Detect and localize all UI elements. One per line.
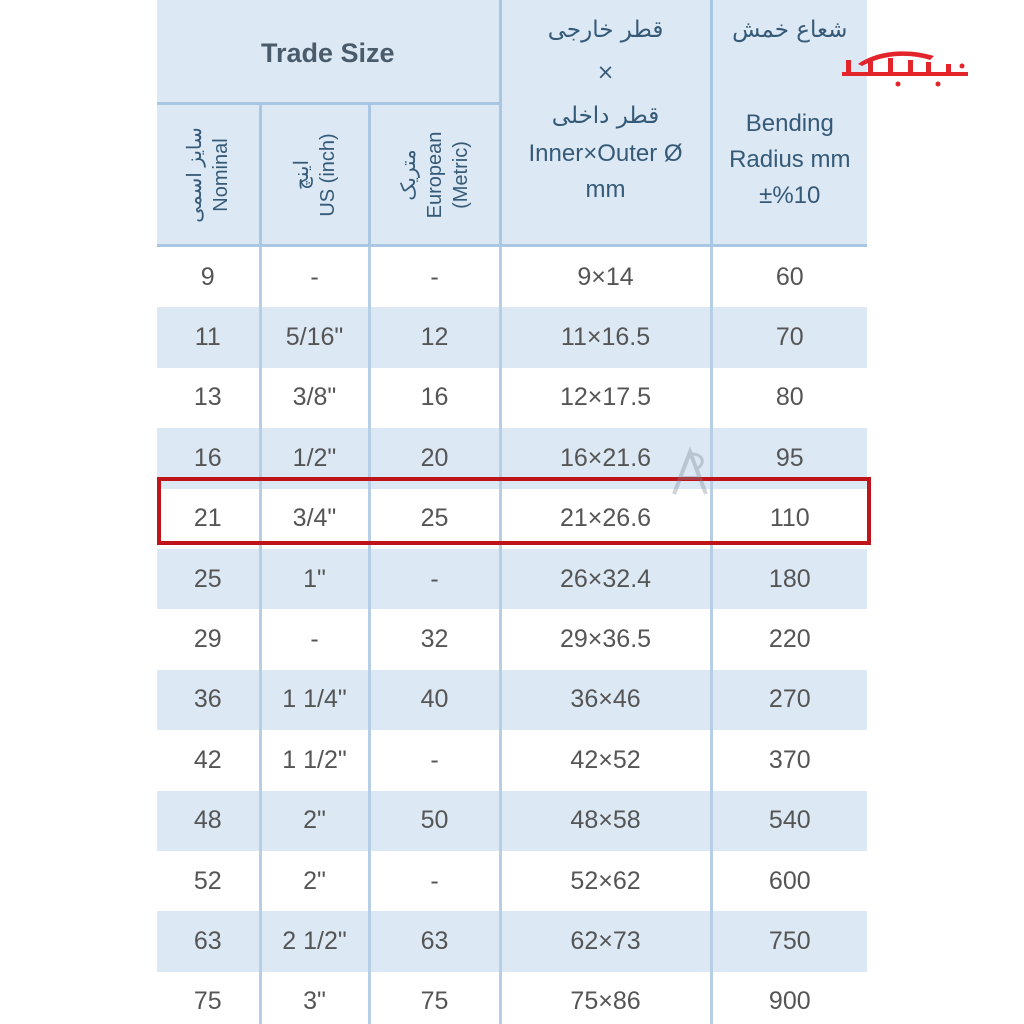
tolerance-label: ±%10 bbox=[759, 182, 821, 209]
bending-radius-header bbox=[711, 0, 867, 246]
diameter-cell: 21×26.6 bbox=[500, 489, 711, 549]
table-row bbox=[157, 246, 867, 308]
european-cell: 40 bbox=[369, 670, 500, 730]
table-row bbox=[157, 730, 867, 790]
table-row bbox=[157, 791, 867, 851]
table-row bbox=[157, 911, 867, 971]
european-cell: 20 bbox=[369, 428, 500, 488]
european-cell: 63 bbox=[369, 911, 500, 971]
nominal-cell: 25 bbox=[157, 549, 260, 609]
eu-fa-label: متریک bbox=[397, 148, 420, 201]
diameter-cell: 16×21.6 bbox=[500, 428, 711, 488]
european-cell: - bbox=[369, 246, 500, 308]
us-inch-cell: 3" bbox=[260, 972, 369, 1024]
table-row bbox=[157, 670, 867, 730]
trade-size-header: Trade Size bbox=[157, 0, 500, 104]
nominal-cell: 52 bbox=[157, 851, 260, 911]
bending-radius-cell: 180 bbox=[711, 549, 867, 609]
bending-radius-cell: 540 bbox=[711, 791, 867, 851]
eu-en-label: European bbox=[423, 131, 446, 218]
diameter-en-label: Inner×Outer Ø bbox=[528, 140, 683, 167]
nominal-cell: 11 bbox=[157, 307, 260, 367]
us-inch-cell: 1/2" bbox=[260, 428, 369, 488]
diameter-header bbox=[500, 0, 711, 246]
nominal-fa-label: سایز اسمی bbox=[183, 126, 206, 223]
european-cell: - bbox=[369, 851, 500, 911]
ana-electric-logo bbox=[838, 46, 978, 96]
diameter-cell: 48×58 bbox=[500, 791, 711, 851]
us-inch-cell: 2" bbox=[260, 791, 369, 851]
us-fa-label: اینچ bbox=[290, 159, 313, 190]
diameter-cell: 62×73 bbox=[500, 911, 711, 971]
diameter-cell: 26×32.4 bbox=[500, 549, 711, 609]
watermark-icon bbox=[668, 444, 714, 502]
diameter-cell: 11×16.5 bbox=[500, 307, 711, 367]
table-row bbox=[157, 549, 867, 609]
diameter-cell: 52×62 bbox=[500, 851, 711, 911]
nominal-cell: 29 bbox=[157, 609, 260, 669]
us-en-label: US (inch) bbox=[316, 132, 339, 217]
us-inch-cell: 2" bbox=[260, 851, 369, 911]
inner-diameter-fa-label: قطر داخلی bbox=[551, 103, 660, 129]
us-inch-cell: 2 1/2" bbox=[260, 911, 369, 971]
nominal-cell: 13 bbox=[157, 368, 260, 428]
nominal-cell: 21 bbox=[157, 489, 260, 549]
bending-radius-cell: 95 bbox=[711, 428, 867, 488]
us-inch-cell: 3/4" bbox=[260, 489, 369, 549]
nominal-cell: 63 bbox=[157, 911, 260, 971]
outer-diameter-fa-label: قطر خارجی bbox=[547, 17, 664, 43]
diameter-cell: 29×36.5 bbox=[500, 609, 711, 669]
european-cell: 50 bbox=[369, 791, 500, 851]
bending-radius-cell: 600 bbox=[768, 866, 811, 895]
us-inch-cell: 1 1/2" bbox=[260, 730, 369, 790]
diameter-cell: 75×86 bbox=[500, 972, 711, 1024]
european-cell: 75 bbox=[369, 972, 500, 1024]
nominal-cell: 48 bbox=[157, 791, 260, 851]
us-inch-header bbox=[260, 104, 369, 246]
eu-metric-label: (Metric) bbox=[449, 140, 472, 209]
bending-radius-cell: 60 bbox=[775, 262, 804, 291]
european-cell: 16 bbox=[369, 368, 500, 428]
european-cell: - bbox=[369, 549, 500, 609]
us-inch-cell: 3/8" bbox=[260, 368, 369, 428]
bending-radius-cell: 220 bbox=[768, 625, 811, 654]
table-row bbox=[157, 307, 867, 367]
bending-radius-cell: 900 bbox=[768, 987, 811, 1016]
us-inch-cell: - bbox=[260, 246, 369, 308]
us-inch-cell: 5/16" bbox=[260, 307, 369, 367]
table-row bbox=[157, 368, 867, 428]
diameter-cell: 42×52 bbox=[500, 730, 711, 790]
times-symbol: × bbox=[596, 60, 615, 84]
nominal-cell: 42 bbox=[157, 730, 260, 790]
diameter-cell: 12×17.5 bbox=[500, 368, 711, 428]
european-cell: 25 bbox=[369, 489, 500, 549]
european-cell: - bbox=[369, 730, 500, 790]
european-cell: 32 bbox=[369, 609, 500, 669]
nominal-header bbox=[157, 104, 260, 246]
nominal-cell: 75 bbox=[157, 972, 260, 1024]
bending-en-label: Bending bbox=[745, 110, 834, 137]
diameter-cell: 9×14 bbox=[500, 246, 711, 308]
bending-radius-cell: 370 bbox=[768, 745, 811, 774]
table-row bbox=[157, 972, 867, 1024]
bending-radius-cell: 80 bbox=[775, 383, 804, 412]
table-row bbox=[157, 851, 867, 911]
us-inch-cell: - bbox=[260, 609, 369, 669]
bending-radius-cell: 70 bbox=[711, 307, 867, 367]
radius-en-label: Radius mm bbox=[729, 146, 851, 173]
european-cell: 12 bbox=[369, 307, 500, 367]
nominal-cell: 36 bbox=[157, 670, 260, 730]
nominal-cell: 9 bbox=[157, 246, 260, 308]
diameter-cell: 36×46 bbox=[500, 670, 711, 730]
european-metric-header bbox=[369, 104, 500, 246]
us-inch-cell: 1" bbox=[260, 549, 369, 609]
diameter-unit-label: mm bbox=[585, 176, 626, 203]
us-inch-cell: 1 1/4" bbox=[260, 670, 369, 730]
bending-fa-label: شعاع خمش bbox=[732, 17, 848, 43]
nominal-en-label: Nominal bbox=[209, 137, 232, 212]
nominal-cell: 16 bbox=[157, 428, 260, 488]
bending-radius-cell: 110 bbox=[711, 489, 867, 549]
table-row bbox=[157, 609, 867, 669]
bending-radius-cell: 750 bbox=[711, 911, 867, 971]
bending-radius-cell: 270 bbox=[711, 670, 867, 730]
highlighted-row-frame bbox=[157, 477, 871, 545]
